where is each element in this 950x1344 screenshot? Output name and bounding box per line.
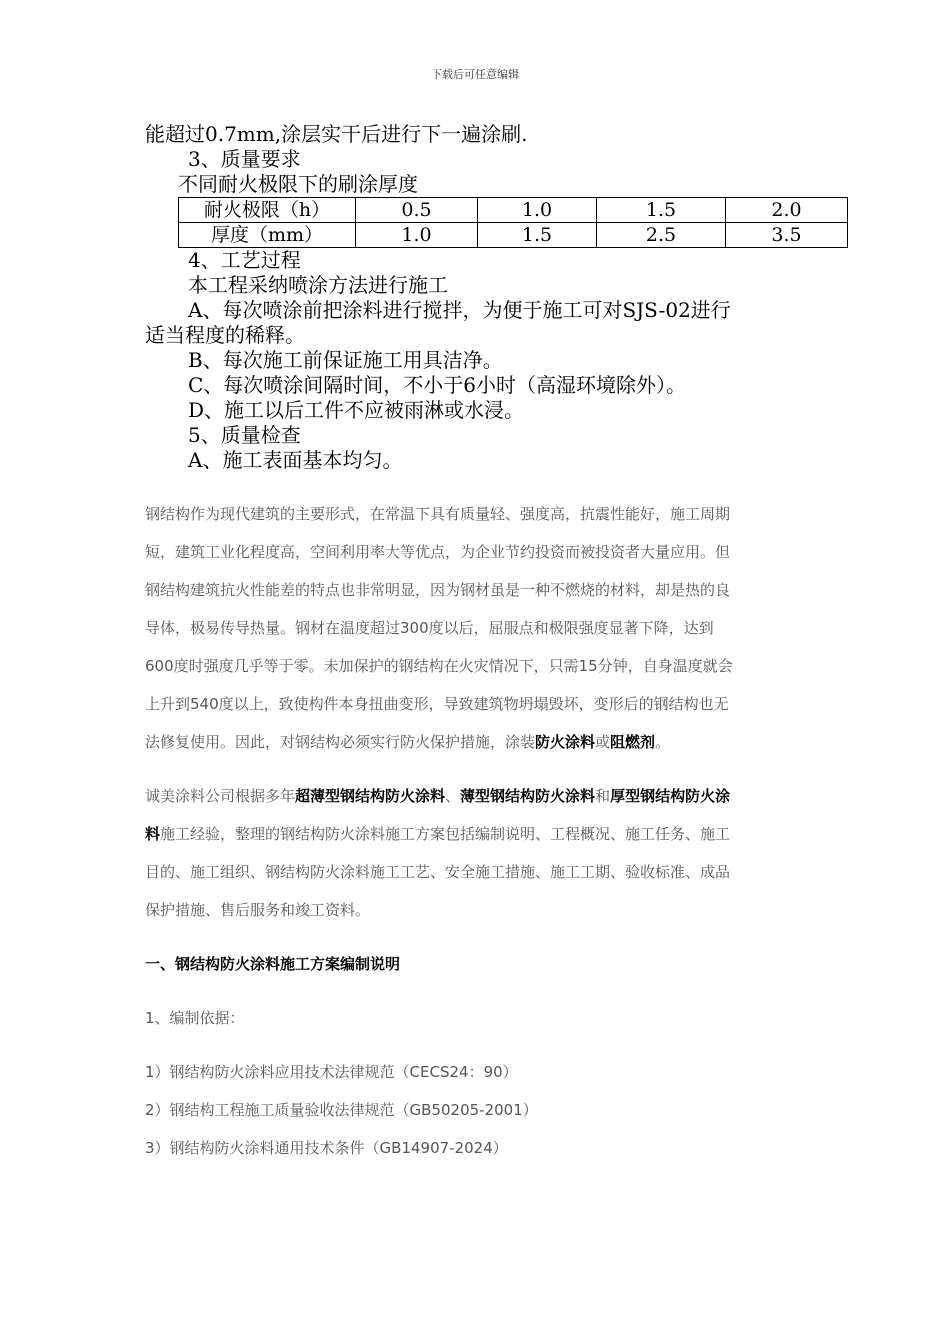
table-caption: 不同耐火极限下的刷涂厚度 (178, 172, 418, 196)
text-line: 本工程采纳喷涂方法进行施工 (188, 273, 448, 297)
text-span: 、 (445, 787, 461, 805)
reference-item: 2）钢结构工程施工质量验收法律规范（GB50205-2001） (145, 1101, 538, 1119)
text-span: 和 (595, 787, 611, 805)
text-span: 或 (595, 733, 611, 751)
text-line (145, 815, 805, 853)
text-line: 能超过0.7mm,涂层实干后进行下一遍涂刷. (145, 122, 528, 146)
text-line: 适当程度的稀释。 (145, 323, 305, 347)
text-line: 上升到540度以上，致使构件本身扭曲变形，导致建筑物坍塌毁坏，变形后的钢结构也无 (145, 695, 729, 713)
fireproof-coating-link[interactable]: 防火涂料 (535, 733, 596, 751)
ultra-thin-coating-link[interactable]: 超薄型钢结构防火涂料 (295, 787, 446, 805)
text-line: 1、编制依据： (145, 1009, 245, 1027)
reference-item: 1）钢结构防火涂料应用技术法律规范（CECS24：90） (145, 1063, 518, 1081)
table-cell: 0.5 (356, 198, 478, 223)
thin-coating-link[interactable]: 薄型钢结构防火涂料 (460, 787, 596, 805)
text-line: 目的、施工组织、钢结构防火涂料施工工艺、安全施工措施、施工工期、验收标准、成品 (145, 863, 731, 881)
table-cell: 耐火极限（h） (179, 198, 356, 223)
table-cell: 1.0 (356, 223, 478, 248)
text-line: A、施工表面基本均匀。 (188, 448, 403, 472)
text-line: 导体，极易传导热量。钢材在温度超过300度以后，屈服点和极限强度显著下降，达到 (145, 619, 714, 637)
flame-retardant-link[interactable]: 阻燃剂 (610, 733, 656, 751)
section-heading: 5、质量检查 (188, 423, 301, 447)
text-line (145, 723, 805, 761)
text-line: B、每次施工前保证施工用具洁净。 (188, 348, 503, 372)
section-heading: 一、钢结构防火涂料施工方案编制说明 (145, 955, 401, 973)
lower-section (145, 495, 805, 1167)
thickness-table (178, 197, 848, 248)
text-line: 钢结构作为现代建筑的主要形式，在常温下具有质量轻、强度高，抗震性能好，施工周期 (145, 505, 731, 523)
section-heading: 3、质量要求 (188, 147, 301, 171)
table-cell: 1.5 (597, 198, 726, 223)
upper-section (145, 122, 845, 473)
text-line: D、施工以后工件不应被雨淋或水浸。 (188, 398, 525, 422)
table-cell: 2.5 (597, 223, 726, 248)
text-span: 施工经验，整理的钢结构防火涂料施工方案包括编制说明、工程概况、施工任务、施工 (160, 825, 731, 843)
table-row (179, 223, 848, 248)
text-line: 保护措施、售后服务和竣工资料。 (145, 901, 371, 919)
thick-coating-link[interactable]: 料 (145, 825, 161, 843)
table-cell: 3.5 (726, 223, 848, 248)
text-line: 600度时强度几乎等于零。未加保护的钢结构在火灾情况下，只需15分钟，自身温度就会 (145, 657, 733, 675)
page-header: 下载后可任意编辑 (431, 68, 519, 81)
text-line: C、每次喷涂间隔时间，不小于6小时（高湿环境除外）。 (188, 373, 687, 397)
text-span: 诚美涂料公司根据多年 (145, 787, 296, 805)
table-cell: 1.0 (478, 198, 597, 223)
table-row (179, 198, 848, 223)
thick-coating-link[interactable]: 厚型钢结构防火涂 (610, 787, 731, 805)
reference-item: 3）钢结构防火涂料通用技术条件（GB14907-2024） (145, 1139, 508, 1157)
table-cell: 厚度（mm） (179, 223, 356, 248)
table-cell: 2.0 (726, 198, 848, 223)
text-line: 钢结构建筑抗火性能差的特点也非常明显，因为钢材虽是一种不燃烧的材料，却是热的良 (145, 581, 731, 599)
table-cell: 1.5 (478, 223, 597, 248)
text-span: 法修复使用。因此，对钢结构必须实行防火保护措施，涂装 (145, 733, 536, 751)
text-line: 短，建筑工业化程度高，空间利用率大等优点，为企业节约投资而被投资者大量应用。但 (145, 543, 731, 561)
text-line: A、每次喷涂前把涂料进行搅拌，为便于施工可对SJS-02进行 (188, 298, 731, 322)
section-heading: 4、工艺过程 (188, 248, 301, 272)
text-line (145, 777, 805, 815)
text-span: 。 (655, 733, 671, 751)
